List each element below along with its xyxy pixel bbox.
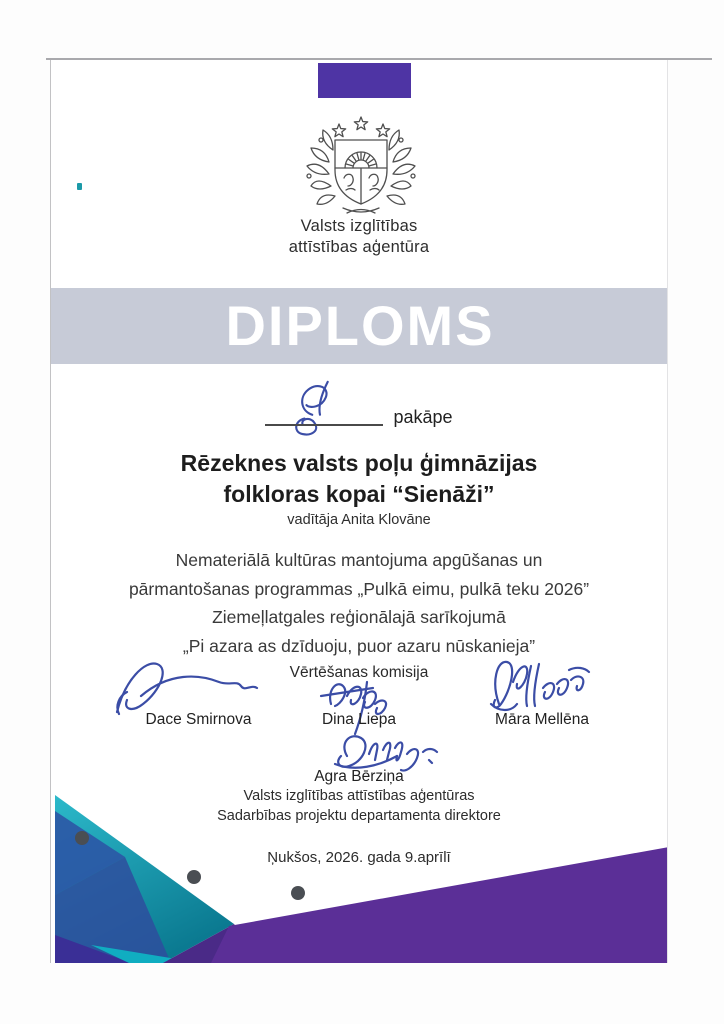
recipient-line2: folkloras kopai “Sienāži” (223, 481, 495, 507)
award-description (51, 546, 667, 660)
director-name: Agra Bērziņa (314, 768, 404, 785)
handwritten-grade-ink (285, 378, 353, 436)
footer-dot (187, 870, 201, 884)
footer-dot (75, 831, 89, 845)
diploma-title-band (51, 288, 668, 364)
agency-name-line2: attīstības aģentūra (288, 238, 430, 256)
agency-name (51, 216, 667, 258)
scan-speck-artifact (77, 183, 82, 190)
grade-blank-line (265, 408, 383, 426)
footer-polygon-art (51, 795, 668, 963)
award-description-line1: Nemateriālā kultūras mantojuma apgūšanas un (175, 550, 543, 570)
award-description-line2: pārmantošanas programmas „Pulkā eimu, pulkā teku 2026” (128, 578, 590, 599)
signature-dace-smirnova-ink (111, 656, 261, 718)
diploma-title: DIPLOMS (225, 294, 495, 357)
footer-dot (291, 886, 305, 900)
committee-member-name: Dina Liepa (321, 711, 397, 728)
place-and-date: Ņukšos, 2026. gada 9.aprīlī (267, 849, 451, 866)
group-leader: vadītāja Anita Klovāne (287, 512, 431, 528)
agency-name-line1: Valsts izglītības (300, 217, 418, 235)
award-description-line3: Ziemeļlatgales reģionālajā sarīkojumā (212, 607, 506, 627)
committee-label: Vērtēšanas komisija (289, 664, 429, 681)
grade-row (51, 408, 667, 426)
director-role: Sadarbības projektu departamenta direktore (217, 808, 501, 824)
header-purple-block (318, 63, 411, 98)
recipient-line1: Rēzeknes valsts poļu ģimnāzijas (180, 450, 538, 476)
committee-member-name: Dace Smirnova (145, 711, 252, 728)
grade-suffix-label: pakāpe (393, 407, 453, 427)
diploma-page (50, 60, 668, 963)
committee-member-name: Māra Mellēna (495, 711, 589, 728)
recipient-name (51, 448, 667, 510)
signature-mara-mellena-ink (487, 654, 597, 712)
award-description-line4: „Pi azara as dzīduoju, puor azaru nūskanieja” (182, 635, 536, 656)
latvia-coat-of-arms-icon (299, 116, 423, 216)
director-organization: Valsts izglītības attīstības aģentūras (243, 788, 475, 804)
